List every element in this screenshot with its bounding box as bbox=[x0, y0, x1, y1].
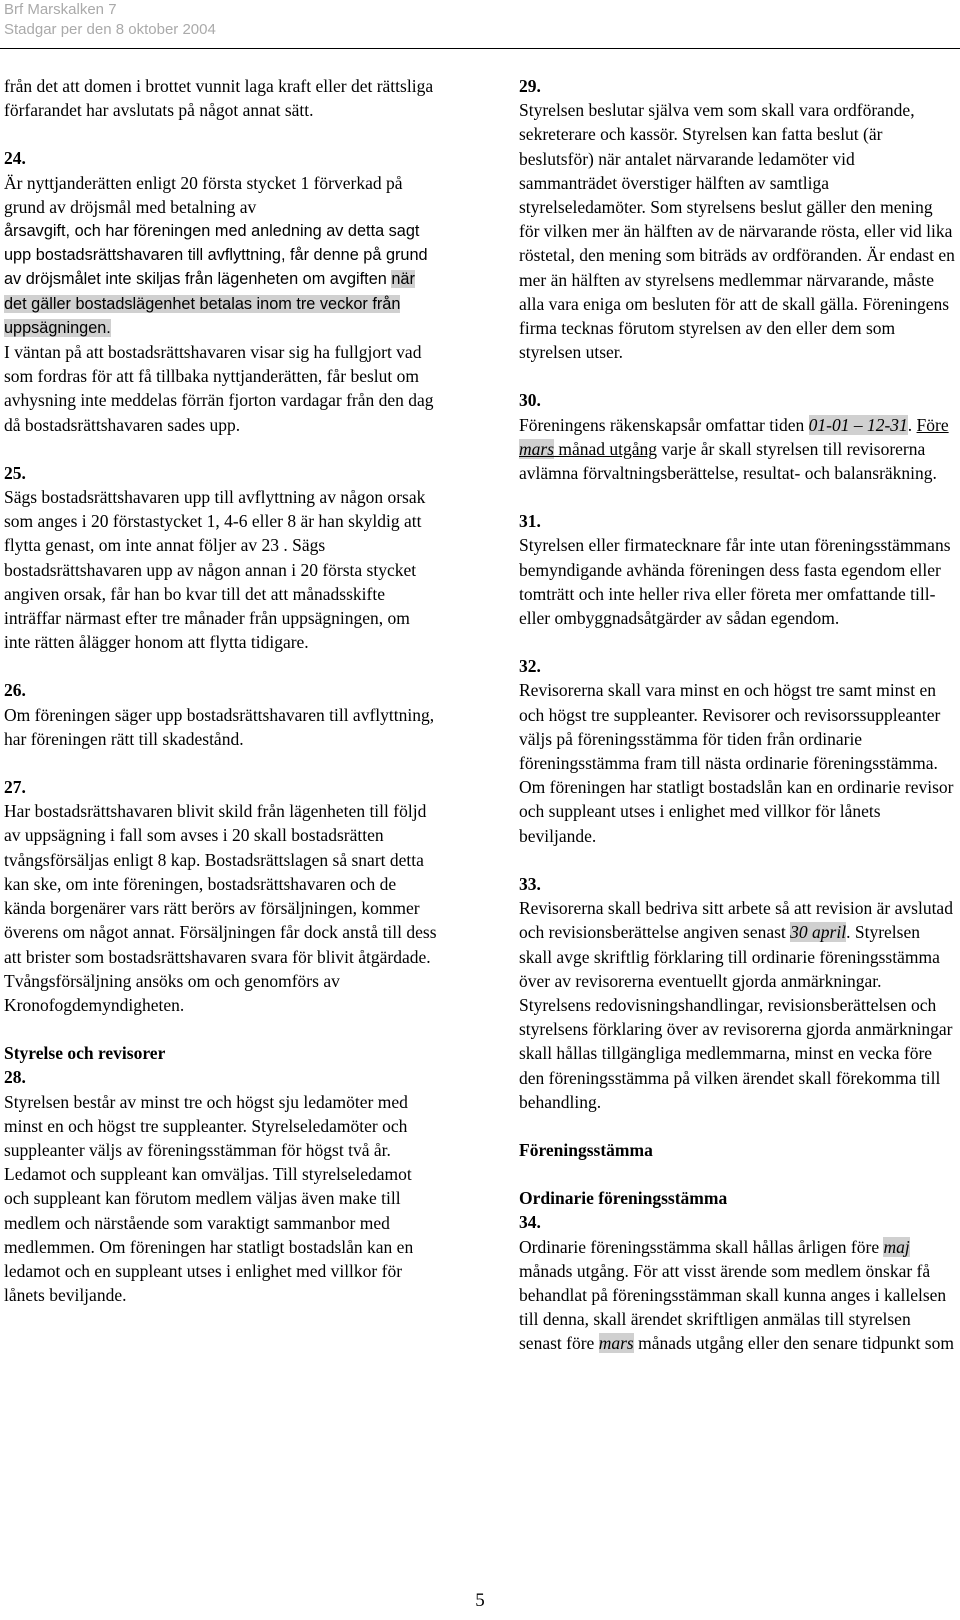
section-27-text: Har bostadsrättshavaren blivit skild från lägenheten till följd av uppsägning i fall som avses i 20 skall bostadsrätten tvångsförsäljas enligt 8 kap. Bostadsrättslagen så snart detta kan ske, om inte föreningen, bostadsrättshavaren och de kända borgenärer vars rätt berörs av försäljningen, kommer överens om något annat. Försäljningen får dock anstå till dess att brister som bostadsrättshavaren svara för blivit åtgärdade. Tvångsförsäljning ansöks om och genomförs av Kronofogdemyndigheten. bbox=[4, 801, 437, 1015]
page-number: 5 bbox=[475, 1590, 485, 1611]
section-33-text bbox=[519, 896, 955, 1114]
section-30-text bbox=[519, 413, 955, 486]
section-30-number: 30. bbox=[519, 390, 541, 411]
section-28-number: 28. bbox=[4, 1067, 26, 1088]
section-32-number: 32. bbox=[519, 656, 541, 677]
header-title: Brf Marskalken 7 bbox=[4, 1, 117, 18]
section-30-text-a: Föreningens räkenskapsår omfattar tiden bbox=[519, 414, 809, 435]
submission-month-mars: mars bbox=[598, 1333, 634, 1354]
section-24-text-d: I väntan på att bostadsrättshavaren visar sig ha fullgjort vad som fordras för att få tillbaka nyttjanderätten, får beslut om avhysning inte meddelas förrän fjorton vardagar från den dag då bostadsrättshavaren sades upp. bbox=[4, 342, 434, 435]
left-column bbox=[4, 74, 440, 1307]
section-33-number: 33. bbox=[519, 873, 541, 894]
section-25-number: 25. bbox=[4, 462, 26, 483]
page-header bbox=[4, 0, 216, 40]
section-30-manad: månad utgång bbox=[554, 438, 658, 459]
section-30-fore: Före bbox=[916, 414, 949, 435]
paragraph-continued: från det att domen i brottet vunnit laga kraft eller det rättsliga förfarandet har avslutats på något annat sätt. bbox=[4, 76, 434, 121]
section-25-text: Sägs bostadsrättshavaren upp till avflyttning av någon orsak som anges i 20 förstastycket 1, 4-6 eller 8 är han skyldig att flytta genast, om inte annat följer av 23 . Sägs bostadsrättshavaren upp av någon annan i 20 första stycket angiven orsak, får han bo kvar till det att månadsskifte inträffar närmast efter tre månader från uppsägningen, om inte rätten ålägger honom att flytta tidigare. bbox=[4, 487, 426, 653]
section-29-number: 29. bbox=[519, 76, 541, 96]
header-divider bbox=[0, 48, 960, 49]
section-33-text-a: Revisorerna skall bedriva sitt arbete så att revision är avslutad och revisionsberättelse angiven senast bbox=[519, 898, 953, 943]
fiscal-year-dates: 01-01 – 12-31 bbox=[808, 414, 908, 435]
section-29-text: Styrelsen beslutar själva vem som skall vara ordförande, sekreterare och kassör. Styrelsen kan fatta beslut (är beslutsför) när antalet närvarande ledamöter vid sammanträdet överstiger hälften av samtliga styrelseledamöter. Som styrelsens beslut gäller den mening för vilken mer än hälften av de närvarande rösta, eller vid lika röstetal, den mening som biträds av ordföranden. Är endast en mer än hälften av styrelsens medlemmar närvarande, måste alla vara eniga om besluten för att de skall gälla. Föreningens firma tecknas förutom styrelsen av den eller dem som styrelsen utser. bbox=[519, 100, 955, 363]
ordinarie-heading: Ordinarie föreningsstämma bbox=[519, 1188, 728, 1209]
section-30-text-b: . bbox=[907, 414, 917, 435]
section-34-text bbox=[519, 1235, 955, 1356]
section-34-text-a: Ordinarie föreningsstämma skall hållas årligen före bbox=[519, 1236, 884, 1257]
section-26-number: 26. bbox=[4, 680, 26, 701]
section-31-text: Styrelsen eller firmatecknare får inte utan föreningsstämmans bemyndigande avhända föreningen dess fasta egendom eller tomträtt och inte heller riva eller företa mer omfattande till- eller ombyggnadsåtgärder av sådan egendom. bbox=[519, 535, 951, 629]
section-24-text-a: Är nyttjanderätten enligt 20 första stycket 1 förverkad på grund av dröjsmål med betalning av bbox=[4, 172, 403, 217]
foreningsstamma-heading: Föreningsstämma bbox=[519, 1139, 653, 1160]
section-24-text-b: årsavgift, och har föreningen med anledning av detta sagt upp bostadsrättshavaren till avflyttning, får denne på grund av dröjsmålet inte skiljas från lägenheten om avgiften bbox=[4, 222, 428, 289]
section-27-number: 27. bbox=[4, 777, 26, 798]
section-24-highlight: när det gäller bostadslägenhet betalas inom tre veckor från uppsägningen. bbox=[4, 270, 415, 337]
deadline-month-mars: mars bbox=[519, 438, 555, 459]
section-34-text-b: månads utgång. För att visst ärende som medlem önskar få behandlat på föreningsstämman skall kunna anges i kallelsen till denna, skall ärendet skriftligen anmälas till styrelsen senast före bbox=[519, 1260, 947, 1354]
revision-deadline: 30 april bbox=[790, 922, 847, 943]
section-24-text bbox=[4, 219, 440, 340]
section-34-number: 34. bbox=[519, 1212, 541, 1233]
section-31-number: 31. bbox=[519, 511, 541, 532]
section-30-text-c: varje år skall styrelsen till revisorerna avlämna förvaltningsberättelse, resultat- och balansräkning. bbox=[519, 438, 937, 484]
meeting-month-maj: maj bbox=[883, 1236, 910, 1257]
section-33-text-b: . Styrelsen skall avge skriftlig förklaring till ordinarie föreningsstämma över av revisorerna eventuellt gjorda anmärkningar. Styrelsens redovisningshandlingar, revisionsberättelsen och styrelsens förklaring över av revisorerna gjorda anmärkningar skall hållas tillgängliga medlemmarna, minst en vecka före den föreningsstämma på vilken ärendet skall förekomma till behandling. bbox=[519, 922, 953, 1112]
section-32-text: Revisorerna skall vara minst en och högst tre samt minst en och högst tre suppleanter. Revisorer och revisorssuppleanter väljs på föreningsstämma för tiden från ordinarie föreningsstämma fram till nästa ordinarie föreningsstämma. Om föreningen har statligt bostadslån kan en ordinarie revisor och suppleant utses i enlighet med villkor för lånets beviljande. bbox=[519, 680, 954, 846]
section-24-number: 24. bbox=[4, 148, 26, 169]
section-28-text: Styrelsen består av minst tre och högst sju ledamöter med minst en och högst tre suppleanter. Styrelseledamöter och suppleanter väljs av föreningsstämman för högst två år. Ledamot och suppleant kan omväljas. Till styrelseledamot och suppleant kan förutom medlem väljas även make till medlem och närstående som varaktigt sammanbor med medlemmen. Om föreningen har statligt bostadslån kan en ledamot och en suppleant utses i enlighet med villkor för lånets beviljande. bbox=[4, 1091, 414, 1306]
styrelse-heading: Styrelse och revisorer bbox=[4, 1043, 166, 1064]
section-34-text-c: månads utgång eller den senare tidpunkt som bbox=[633, 1333, 954, 1354]
right-column bbox=[519, 74, 955, 1356]
section-26-text: Om föreningen säger upp bostadsrättshavaren till avflyttning, har föreningen rätt till skadestånd. bbox=[4, 704, 435, 749]
header-subtitle: Stadgar per den 8 oktober 2004 bbox=[4, 21, 216, 38]
